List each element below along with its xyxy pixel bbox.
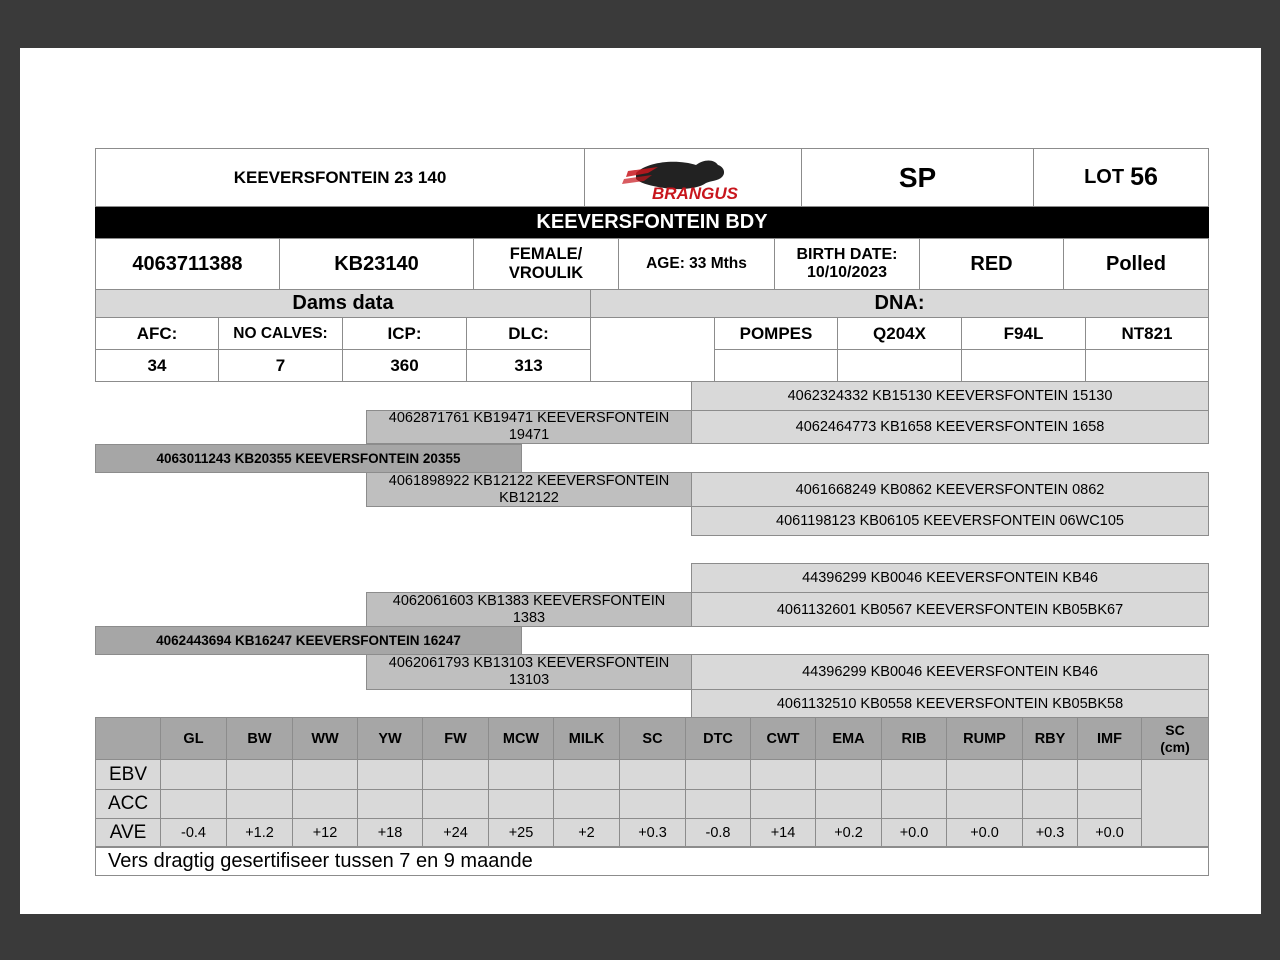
ebv-cell-ebv-cwt — [750, 759, 816, 790]
pedigree-dam-dam-dam: 4061132510 KB0558 KEEVERSFONTEIN KB05BK58 — [691, 689, 1209, 718]
ebv-cell-ave-ema: +0.2 — [815, 818, 882, 848]
ebv-cell-acc-gl — [160, 789, 227, 819]
ebv-cell-acc-imf — [1077, 789, 1142, 819]
age: AGE: 33 Mths — [618, 238, 775, 290]
ebv-row-label-acc: ACC — [95, 789, 161, 819]
auction-sheet — [20, 48, 1261, 914]
ebv-cell-ebv-bw — [226, 759, 293, 790]
ebv-row-label-ebv: EBV — [95, 759, 161, 790]
dna-title: DNA: — [590, 289, 1209, 318]
tag-number: KB23140 — [279, 238, 474, 290]
dams-data-title: Dams data — [95, 289, 591, 318]
colour: RED — [919, 238, 1064, 290]
ebv-col-header-ww: WW — [292, 717, 358, 760]
birth-date: BIRTH DATE: 10/10/2023 — [774, 238, 920, 290]
dams-value-icp: 360 — [342, 349, 467, 382]
ebv-cell-ave-cwt: +14 — [750, 818, 816, 848]
ebv-cell-ebv-yw — [357, 759, 423, 790]
ebv-col-header-milk: MILK — [553, 717, 620, 760]
ebv-cell-ebv-rby — [1022, 759, 1078, 790]
pedigree-sire-dam: 4061898922 KB12122 KEEVERSFONTEIN KB12122 — [366, 472, 692, 507]
pedigree-sire-sire: 4062871761 KB19471 KEEVERSFONTEIN 19471 — [366, 410, 692, 444]
ebv-col-header-cwt: CWT — [750, 717, 816, 760]
ebv-cell-ave-ww: +12 — [292, 818, 358, 848]
ebv-header-corner — [95, 717, 161, 760]
ebv-cell-ave-rump: +0.0 — [946, 818, 1023, 848]
ebv-cell-ebv-milk — [553, 759, 620, 790]
ebv-cell-acc-dtc — [685, 789, 751, 819]
ebv-cell-ebv-gl — [160, 759, 227, 790]
ebv-col-header-ema: EMA — [815, 717, 882, 760]
pedigree-sire-sire-dam: 4062464773 KB1658 KEEVERSFONTEIN 1658 — [691, 410, 1209, 444]
ebv-cell-ebv-fw — [422, 759, 489, 790]
ebv-col-header-bw: BW — [226, 717, 293, 760]
dams-value-no-calves: 7 — [218, 349, 343, 382]
ebv-cell-acc-cwt — [750, 789, 816, 819]
ebv-col-header-yw: YW — [357, 717, 423, 760]
lot-label: LOT — [1084, 166, 1125, 188]
ebv-cell-ave-fw: +24 — [422, 818, 489, 848]
ebv-cell-ebv-rib — [881, 759, 947, 790]
ebv-col-header-rib: RIB — [881, 717, 947, 760]
pedigree-dam-sire-dam: 4061132601 KB0567 KEEVERSFONTEIN KB05BK67 — [691, 592, 1209, 627]
ebv-col-header-sc: SC — [619, 717, 686, 760]
dna-header-q204x: Q204X — [837, 317, 962, 350]
brangus-logo — [584, 148, 802, 207]
ebv-cell-acc-rby — [1022, 789, 1078, 819]
ebv-cell-acc-fw — [422, 789, 489, 819]
ebv-cell-acc-yw — [357, 789, 423, 819]
ebv-cell-acc-bw — [226, 789, 293, 819]
dams-value-dlc: 313 — [466, 349, 591, 382]
ebv-cell-acc-ema — [815, 789, 882, 819]
ebv-col-header-rump: RUMP — [946, 717, 1023, 760]
dna-value-f94l — [961, 349, 1086, 382]
pedigree-sire: 4063011243 KB20355 KEEVERSFONTEIN 20355 — [95, 444, 522, 473]
sex: FEMALE/ VROULIK — [473, 238, 619, 290]
pedigree-sire-dam-sire: 4061668249 KB0862 KEEVERSFONTEIN 0862 — [691, 472, 1209, 507]
breeder-code: SP — [801, 148, 1034, 207]
ebv-cell-ebv-ww — [292, 759, 358, 790]
ebv-cell-ebv-rump — [946, 759, 1023, 790]
ebv-cell-ebv-dtc — [685, 759, 751, 790]
ebv-col-header-sc-cm: SC (cm) — [1141, 717, 1209, 760]
ebv-cell-ave-bw: +1.2 — [226, 818, 293, 848]
horn-status: Polled — [1063, 238, 1209, 290]
ebv-col-header-fw: FW — [422, 717, 489, 760]
ebv-cell-ave-sc: +0.3 — [619, 818, 686, 848]
dna-blank-cell — [590, 317, 715, 382]
ebv-cell-ave-imf: +0.0 — [1077, 818, 1142, 848]
dna-header-nt821: NT821 — [1085, 317, 1209, 350]
pedigree-dam-sire-sire: 44396299 KB0046 KEEVERSFONTEIN KB46 — [691, 563, 1209, 593]
dams-header-no-calves: NO CALVES: — [218, 317, 343, 350]
dna-header-f94l: F94L — [961, 317, 1086, 350]
ebv-cell-acc-rib — [881, 789, 947, 819]
id-number: 4063711388 — [95, 238, 280, 290]
dna-header-pompes: POMPES — [714, 317, 838, 350]
dna-value-pompes — [714, 349, 838, 382]
ebv-cell-ave-dtc: -0.8 — [685, 818, 751, 848]
pedigree-dam: 4062443694 KB16247 KEEVERSFONTEIN 16247 — [95, 626, 522, 655]
dams-header-afc: AFC: — [95, 317, 219, 350]
pedigree-sire-sire-sire: 4062324332 KB15130 KEEVERSFONTEIN 15130 — [691, 381, 1209, 411]
ebv-cell-ave-milk: +2 — [553, 818, 620, 848]
ebv-cell-acc-ww — [292, 789, 358, 819]
pedigree-dam-dam: 4062061793 KB13103 KEEVERSFONTEIN 13103 — [366, 654, 692, 690]
dams-header-dlc: DLC: — [466, 317, 591, 350]
ebv-cell-ave-rib: +0.0 — [881, 818, 947, 848]
ebv-row-label-ave: AVE — [95, 818, 161, 848]
brangus-bull-icon — [618, 153, 768, 203]
ebv-cell-acc-milk — [553, 789, 620, 819]
pregnancy-note: Vers dragtig gesertifiseer tussen 7 en 9 maande — [95, 846, 1209, 876]
ebv-cell-acc-rump — [946, 789, 1023, 819]
ebv-cell-ebv-sc — [619, 759, 686, 790]
ebv-cell-ave-mcw: +25 — [488, 818, 554, 848]
ebv-col-header-imf: IMF — [1077, 717, 1142, 760]
ebv-cell-ave-rby: +0.3 — [1022, 818, 1078, 848]
lot-box — [1033, 148, 1209, 207]
ebv-sc-cm-cell — [1141, 759, 1209, 848]
ebv-cell-acc-sc — [619, 789, 686, 819]
dna-value-q204x — [837, 349, 962, 382]
pedigree-dam-sire: 4062061603 KB1383 KEEVERSFONTEIN 1383 — [366, 592, 692, 627]
ebv-cell-acc-mcw — [488, 789, 554, 819]
pedigree-sire-dam-dam: 4061198123 KB06105 KEEVERSFONTEIN 06WC105 — [691, 506, 1209, 536]
lot-number: 56 — [1130, 163, 1158, 191]
dna-value-nt821 — [1085, 349, 1209, 382]
ebv-cell-ave-yw: +18 — [357, 818, 423, 848]
stud-banner: KEEVERSFONTEIN BDY — [95, 207, 1209, 238]
animal-name: KEEVERSFONTEIN 23 140 — [95, 148, 585, 207]
ebv-col-header-gl: GL — [160, 717, 227, 760]
pedigree-dam-dam-sire: 44396299 KB0046 KEEVERSFONTEIN KB46 — [691, 654, 1209, 690]
ebv-col-header-rby: RBY — [1022, 717, 1078, 760]
ebv-cell-ebv-ema — [815, 759, 882, 790]
ebv-cell-ebv-imf — [1077, 759, 1142, 790]
ebv-col-header-dtc: DTC — [685, 717, 751, 760]
ebv-cell-ebv-mcw — [488, 759, 554, 790]
dams-value-afc: 34 — [95, 349, 219, 382]
ebv-cell-ave-gl: -0.4 — [160, 818, 227, 848]
dams-header-icp: ICP: — [342, 317, 467, 350]
brangus-wordmark: BRANGUS — [652, 183, 738, 203]
ebv-col-header-mcw: MCW — [488, 717, 554, 760]
